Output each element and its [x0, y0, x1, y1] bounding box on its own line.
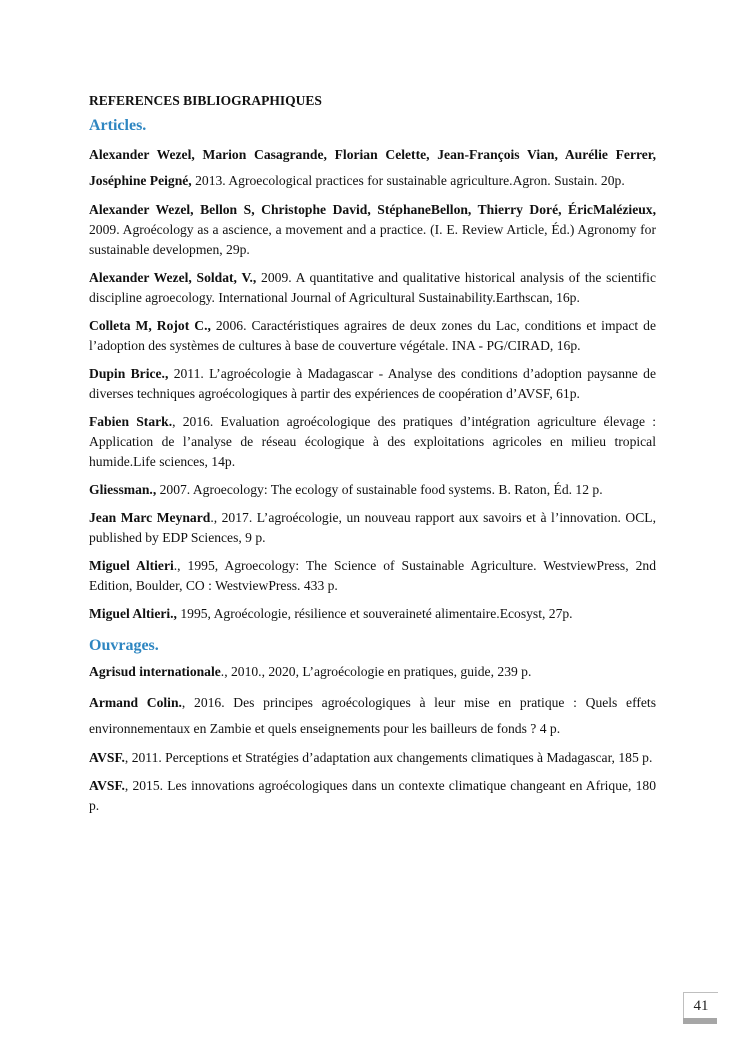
reference-authors: Miguel Altieri [89, 558, 174, 573]
reference-authors: Fabien Stark. [89, 414, 173, 429]
reference-details: 2013. Agroecological practices for sustainable agriculture.Agron. Sustain. 20p. [191, 173, 625, 188]
reference-authors: Alexander Wezel, Bellon S, Christophe David, StéphaneBellon, Thierry Doré, ÉricMalézieux, [89, 202, 656, 217]
reference-authors: Agrisud internationale [89, 664, 221, 679]
reference-entry [89, 316, 656, 356]
reference-entry [89, 200, 656, 260]
page-number-bar [683, 1018, 717, 1024]
reference-authors: Jean Marc Meynard [89, 510, 211, 525]
reference-authors: AVSF. [89, 750, 125, 765]
reference-details: 2009. Agroécology as a ascience, a movement and a practice. (I. E. Review Article, Éd.) Agronomy for sustainable developmen, 29p. [89, 222, 656, 257]
reference-authors: Alexander Wezel, Marion Casagrande, Florian Celette, Jean-François Vian, Aurélie Ferrer, Joséphine Peigné, [89, 147, 656, 188]
reference-authors: Armand Colin. [89, 695, 182, 710]
reference-authors: Colleta M, Rojot C., [89, 318, 211, 333]
reference-entry [89, 748, 656, 768]
section-articles [89, 116, 656, 624]
reference-details: , 2015. Les innovations agroécologiques dans un contexte climatique changeant en Afrique, 180 p. [89, 778, 656, 813]
page-title: REFERENCES BIBLIOGRAPHIQUES [89, 93, 322, 108]
reference-details: , 2016. Des principes agroécologiques à leur mise en pratique : Quels effets environnementaux en Zambie et quels enseignements pour les bailleurs de fonds ? 4 p. [89, 695, 656, 736]
reference-details: 1995, Agroécologie, résilience et souveraineté alimentaire.Ecosyst, 27p. [176, 606, 573, 621]
reference-entry [89, 480, 656, 500]
reference-authors: Alexander Wezel, Soldat, V., [89, 270, 257, 285]
reference-authors: AVSF. [89, 778, 125, 793]
reference-entry [89, 268, 656, 308]
reference-entry [89, 776, 656, 816]
reference-details: , 2011. Perceptions et Stratégies d’adaptation aux changements climatiques à Madagascar, 185 p. [124, 750, 653, 765]
reference-entry [89, 364, 656, 404]
section-ouvrages [89, 636, 656, 816]
section-heading-articles: Articles. [89, 117, 147, 134]
reference-entry [89, 412, 656, 472]
reference-authors: Miguel Altieri., [89, 606, 177, 621]
reference-details: ., 2017. L’agroécologie, un nouveau rapport aux savoirs et à l’innovation. OCL, published by EDP Sciences, 9 p. [89, 510, 657, 545]
reference-entry [89, 556, 656, 596]
reference-details: 2006. Caractéristiques agraires de deux zones du Lac, conditions et impact de l’adoption des systèmes de cultures à base de couverture végétale. INA - PG/CIRAD, 16p. [89, 318, 657, 353]
reference-details: ., 1995, Agroecology: The Science of Sustainable Agriculture. WestviewPress, 2nd Edition, Boulder, CO : WestviewPress. 433 p. [89, 558, 657, 593]
reference-entry [89, 508, 656, 548]
reference-entry [89, 604, 656, 624]
reference-entry [89, 662, 656, 682]
reference-details: 2009. A quantitative and qualitative historical analysis of the scientific discipline agroecology. International Journal of Agricultural Sustainability.Earthscan, 16p. [89, 270, 656, 305]
section-heading-ouvrages: Ouvrages. [89, 637, 159, 654]
reference-details: ., 2010., 2020, L’agroécologie en pratiques, guide, 239 p. [220, 664, 532, 679]
reference-entry [89, 690, 656, 742]
reference-details: 2007. Agroecology: The ecology of sustainable food systems. B. Raton, Éd. 12 p. [156, 482, 603, 497]
reference-authors: Gliessman., [89, 482, 157, 497]
reference-authors: Dupin Brice., [89, 366, 169, 381]
reference-details: , 2016. Evaluation agroécologique des pratiques d’intégration agriculture élevage : Application de l’analyse de réseau écologique à des exploitations agricoles en milieu tropical humide.Life sciences, 14p. [89, 414, 656, 469]
document-page [89, 92, 656, 824]
page-number: 41 [683, 992, 718, 1019]
reference-details: 2011. L’agroécologie à Madagascar - Analyse des conditions d’adoption paysanne de diverses techniques agroécologiques à partir des expériences de coopération d’AVSF, 61p. [89, 366, 656, 401]
reference-entry [89, 142, 656, 194]
